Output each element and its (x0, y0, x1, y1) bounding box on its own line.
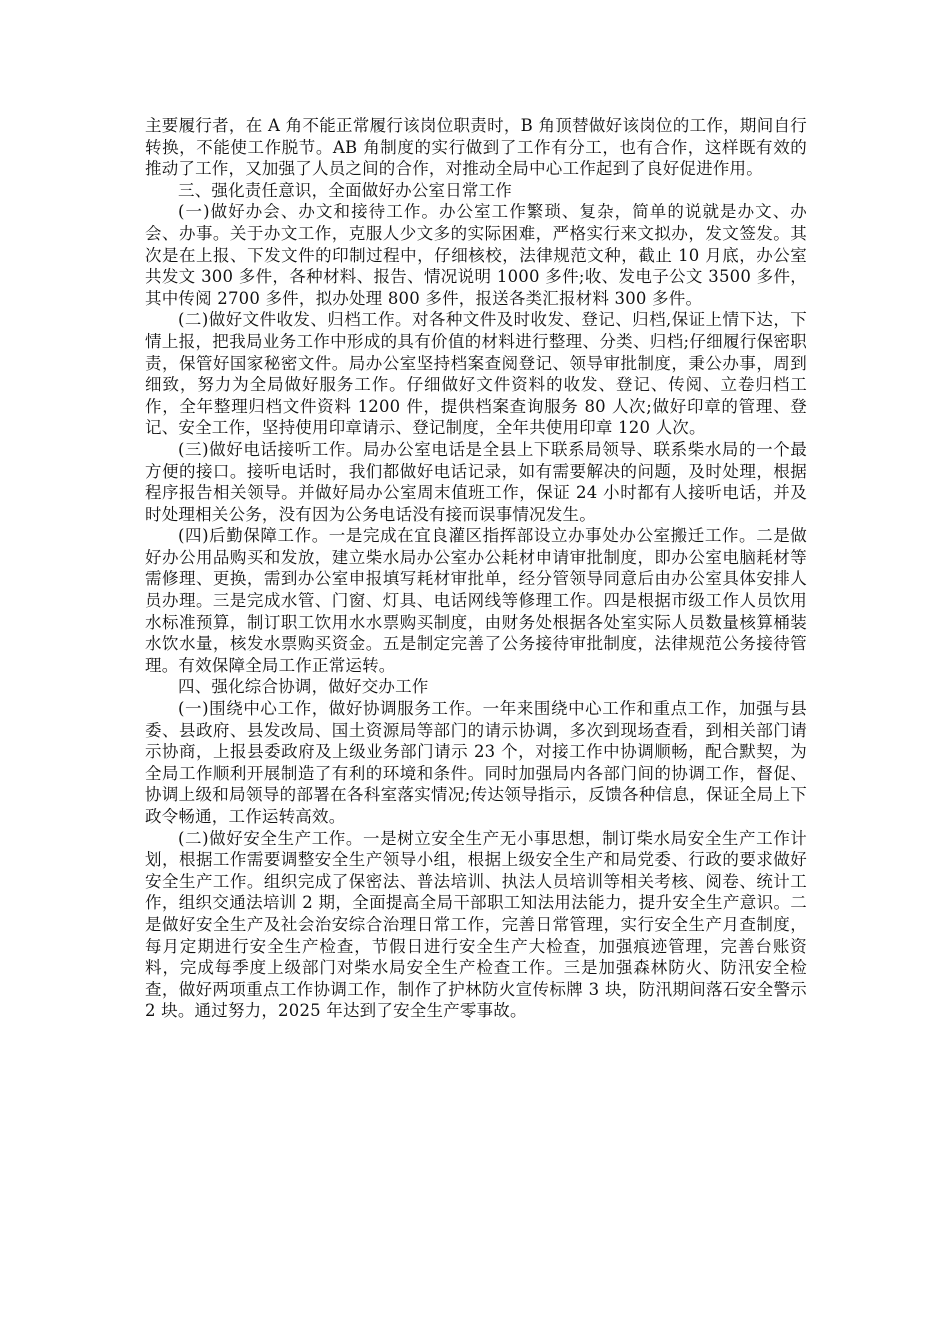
section-heading-3: 三、强化责任意识，全面做好办公室日常工作 (178, 180, 512, 200)
section-heading-4: 四、强化综合协调，做好交办工作 (178, 677, 429, 697)
document-body (145, 115, 807, 1022)
paragraph-3-1: (一)做好办会、办文和接待工作。办公室工作繁琐、复杂，简单的说就是办文、办会、办事。关于办文工作，克服人少文多的实际困难，严格实行来文拟办，发文签发。其次是在上报、下发文件的印制过程中，仔细核校，法律规范文种，截止 10 月底，办公室共发文 300 多件，各种材料、报告、情况说明 1000 多件;收、发电子公文 3500 多件，其中传阅 2700 多件，拟办处理 800 多件，报送各类汇报材料 300 多件。 (145, 202, 807, 308)
paragraph-4-1: (一)围绕中心工作，做好协调服务工作。一年来围绕中心工作和重点工作，加强与县委、县政府、县发改局、国土资源局等部门的请示协调，多次到现场查看，到相关部门请示协商，上报县委政府及上级业务部门请示 23 个，对接工作中协调顺畅，配合默契，为全局工作顺利开展制造了有利的环境和条件。同时加强局内各部门间的协调工作，督促、协调上级和局领导的部署在各科室落实情况;传达领导指示，反馈各种信息，保证全局上下政令畅通，工作运转高效。 (145, 699, 807, 826)
paragraph-1: 主要履行者，在 A 角不能正常履行该岗位职责时，B 角顶替做好该岗位的工作，期间自行转换，不能使工作脱节。AB 角制度的实行做到了工作有分工，也有合作，这样既有效的推动了工作，又加强了人员之间的合作，对推动全局中心工作起到了良好促进作用。 (145, 116, 807, 179)
paragraph-3-4: (四)后勤保障工作。一是完成在宜良灌区指挥部设立办事处办公室搬迁工作。二是做好办公用品购买和发放，建立柴水局办公室办公耗材申请审批制度，即办公室电脑耗材等需修理、更换，需到办公室申报填写耗材审批单，经分管领导同意后由办公室具体安排人员办理。三是完成水管、门窗、灯具、电话网线等修理工作。四是根据市级工作人员饮用水标准预算，制订职工饮用水水票购买制度，由财务处根据各处室实际人员数量核算桶装水饮水量，核发水票购买资金。五是制定完善了公务接待审批制度，法律规范公务接待管理。有效保障全局工作正常运转。 (145, 526, 807, 675)
paragraph-3-3: (三)做好电话接听工作。局办公室电话是全县上下联系局领导、联系柴水局的一个最方便的接口。接听电话时，我们都做好电话记录，如有需要解决的问题，及时处理，根据程序报告相关领导。并做好局办公室周末值班工作，保证 24 小时都有人接听电话，并及时处理相关公务，没有因为公务电话没有接而误事情况发生。 (145, 439, 807, 524)
paragraph-4-2: (二)做好安全生产工作。一是树立安全生产无小事思想，制订柴水局安全生产工作计划，根据工作需要调整安全生产领导小组，根据上级安全生产和局党委、行政的要求做好安全生产工作。组织完成了保密法、普法培训、执法人员培训等相关考核、阅卷、统计工作，组织交通法培训 2 期，全面提高全局干部职工知法用法能力，提升安全生产意识。二是做好安全生产及社会治安综合治理日常工作，完善日常管理，实行安全生产月查制度，每月定期进行安全生产检查，节假日进行安全生产大检查，加强痕迹管理，完善台账资料，完成每季度上级部门对柴水局安全生产检查工作。三是加强森林防火、防汛安全检查，做好两项重点工作协调工作，制作了护林防火宣传标牌 3 块，防汛期间落石安全警示 2 块。通过努力，2025 年达到了安全生产零事故。 (145, 828, 807, 1021)
paragraph-3-2: (二)做好文件收发、归档工作。对各种文件及时收发、登记、归档,保证上情下达，下情上报，把我局业务工作中形成的具有价值的材料进行整理、分类、归档;仔细履行保密职责，保管好国家秘密文件。局办公室坚持档案查阅登记、领导审批制度，秉公办事，周到细致，努力为全局做好服务工作。仔细做好文件资料的收发、登记、传阅、立卷归档工作，全年整理归档文件资料 1200 件，提供档案查询服务 80 人次;做好印章的管理、登记、安全工作，坚持使用印章请示、登记制度，全年共使用印章 120 人次。 (145, 310, 807, 438)
